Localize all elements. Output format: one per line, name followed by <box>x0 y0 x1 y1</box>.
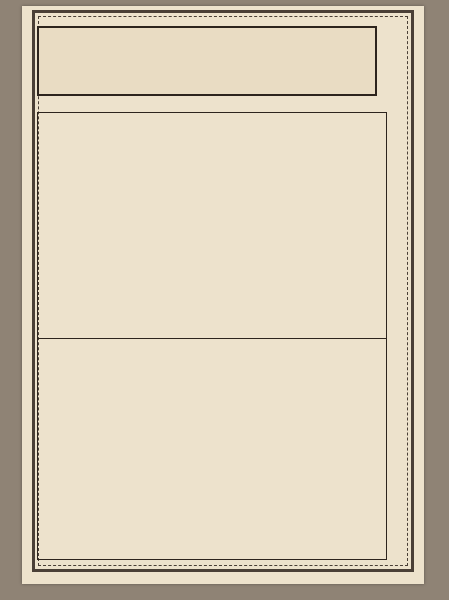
title-char-yama <box>303 34 373 90</box>
table-midline <box>37 338 387 339</box>
title-char-ken <box>45 34 115 90</box>
table-frame <box>37 112 387 560</box>
title-char-kuchi <box>174 34 244 90</box>
prefecture-title-box <box>37 26 377 96</box>
